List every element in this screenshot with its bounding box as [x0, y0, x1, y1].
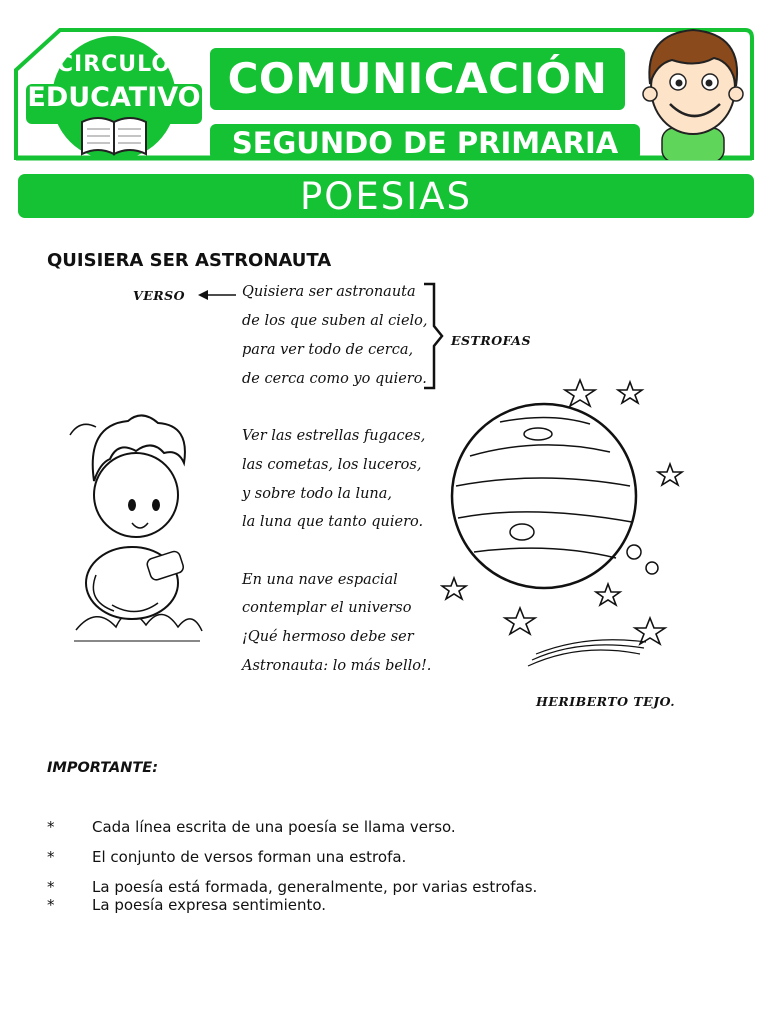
verse-line: ¡Qué hermoso debe ser [242, 629, 414, 645]
star-icon [442, 578, 466, 599]
star-icon [596, 584, 620, 605]
verse-line: de cerca como yo quiero. [242, 371, 427, 387]
verso-label: VERSO [133, 288, 186, 303]
important-item: El conjunto de versos forman una estrofa. [92, 848, 407, 866]
verse-line: la luna que tanto quiero. [242, 514, 424, 530]
bullet-marker: * [47, 848, 55, 866]
important-item: La poesía expresa sentimiento. [92, 896, 327, 914]
planet-stars-illustration [440, 372, 700, 672]
important-item: La poesía está formada, generalmente, por varias estrofas. [92, 878, 538, 896]
poem-title: QUISIERA SER ASTRONAUTA [47, 250, 332, 271]
child-illustration [66, 405, 206, 645]
verse-line: Quisiera ser astronauta [242, 284, 416, 300]
star-icon [658, 464, 682, 485]
bullet-marker: * [47, 818, 55, 836]
important-item: Cada línea escrita de una poesía se llama verso. [92, 818, 456, 836]
star-icon [618, 382, 642, 403]
poem-author: HERIBERTO TEJO. [536, 694, 676, 709]
verse-line: las cometas, los luceros, [242, 457, 422, 473]
verse-line: de los que suben al cielo, [242, 313, 428, 329]
logo-text-bottom: EDUCATIVO [27, 82, 201, 113]
star-icon [505, 608, 535, 634]
verse-line: Astronauta: lo más bello!. [242, 658, 432, 674]
verse-line: contemplar el universo [242, 600, 412, 616]
verse-line: Ver las estrellas fugaces, [242, 428, 426, 444]
star-icon [635, 618, 665, 644]
logo-text-top: CIRCULO [56, 52, 172, 77]
bullet-marker: * [47, 896, 55, 914]
estrofas-label: ESTROFAS [451, 333, 532, 348]
boy-mascot-illustration [636, 24, 751, 160]
bullet-marker: * [47, 878, 55, 896]
verse-line: En una nave espacial [242, 572, 398, 588]
verse-line: para ver todo de cerca, [242, 342, 414, 358]
left-arrow-icon [198, 288, 238, 302]
important-heading: IMPORTANTE: [47, 760, 159, 776]
verse-line: y sobre todo la luna, [242, 486, 393, 502]
star-icon [565, 380, 595, 406]
header-subtitle: SEGUNDO DE PRIMARIA [231, 126, 619, 160]
section-title: POESIAS [299, 175, 472, 218]
header-title: COMUNICACIÓN [227, 54, 608, 103]
